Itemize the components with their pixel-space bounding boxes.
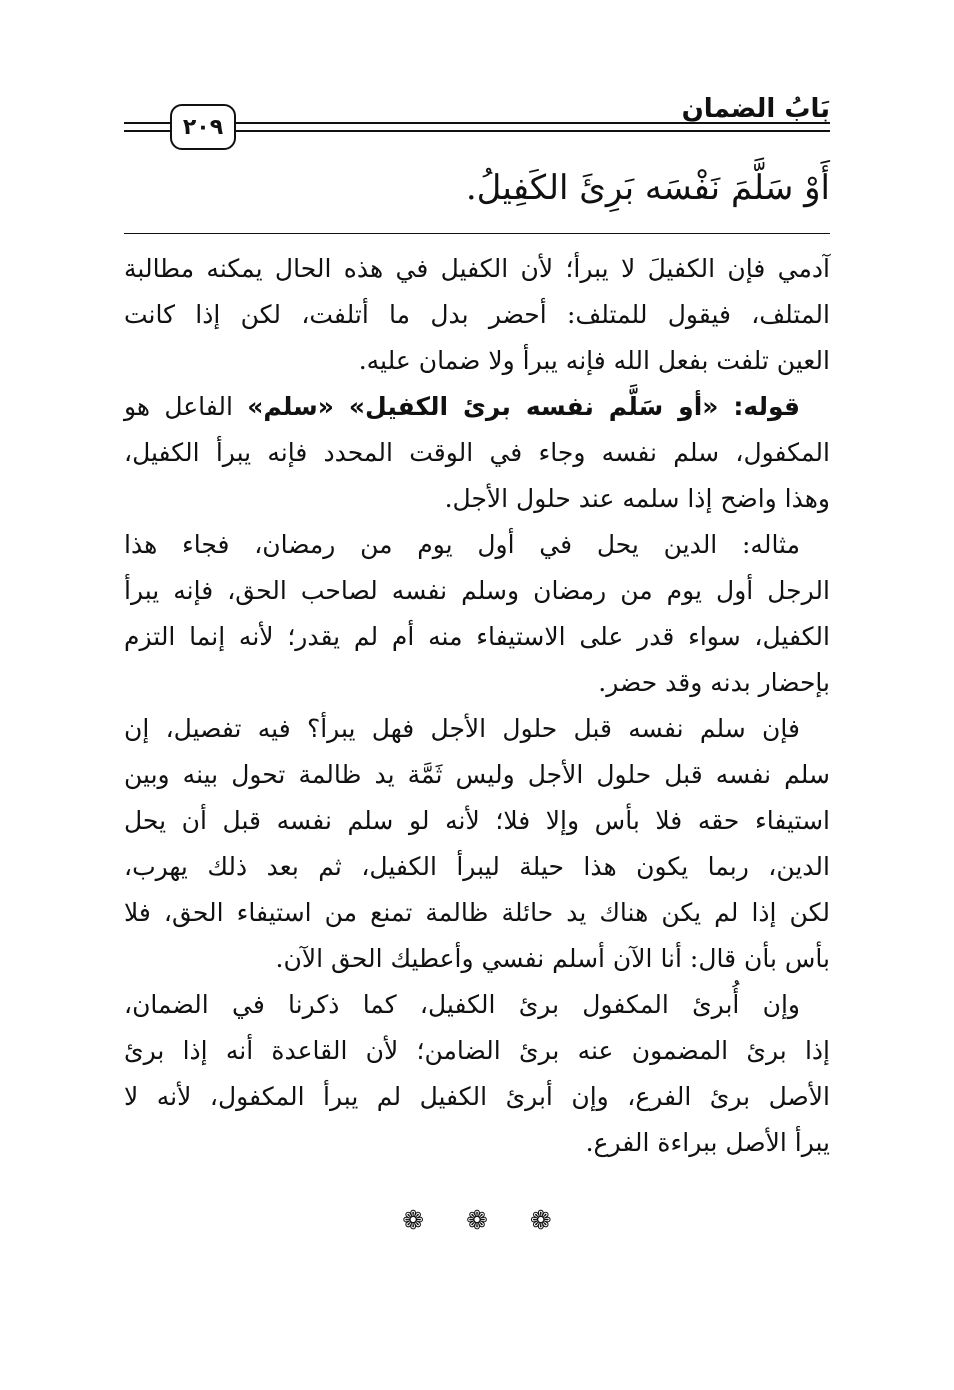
paragraph-5	[124, 982, 830, 1166]
flower-ornament-icon: ❁	[466, 1206, 488, 1236]
flower-ornament-icon: ❁	[402, 1206, 425, 1236]
text-line: سلم نفسه قبل حلول الأجل وليس ثَمَّة يد ظالمة تحول بينه وبين	[124, 760, 830, 789]
text-line: فإن سلم نفسه قبل حلول الأجل فهل يبرأ؟ فيه تفصيل، إن	[124, 714, 800, 743]
paragraph-3	[124, 522, 830, 706]
flower-ornament-icon: ❁	[529, 1206, 552, 1236]
page-number: ٢٠٩	[170, 104, 236, 150]
header-rule-double	[232, 130, 830, 132]
commentary-body	[124, 246, 830, 1166]
text-line: المكفول، سلم نفسه وجاء في الوقت المحدد فإنه يبرأ الكفيل،	[124, 438, 830, 467]
paragraph-2	[124, 384, 830, 522]
chapter-title: بَابُ الضمان	[681, 94, 830, 124]
text-line	[124, 384, 830, 430]
text-line: وإن أُبرئ المكفول برئ الكفيل، كما ذكرنا في الضمان،	[124, 990, 800, 1019]
text-line: وهذا واضح إذا سلمه عند حلول الأجل.	[444, 484, 830, 513]
header-rule	[232, 122, 830, 124]
text-line: بأس بأن قال: أنا الآن أسلم نفسي وأعطيك الحق الآن.	[275, 944, 830, 973]
header-rule-left	[124, 122, 170, 124]
text-line: استيفاء حقه فلا بأس وإلا فلا؛ لأنه لو سلم نفسه قبل أن يحل	[124, 806, 830, 835]
text-line: الكفيل، سواء قدر على الاستيفاء منه أم لم يقدر؛ لأنه إنما التزم	[124, 622, 830, 651]
text-line: الرجل أول يوم من رمضان وسلم نفسه لصاحب الحق، فإنه يبرأ	[124, 576, 830, 605]
text-line: مثاله: الدين يحل في أول يوم من رمضان، فجاء هذا	[124, 530, 800, 559]
text-line: المتلف، فيقول للمتلف: أحضر بدل ما أتلفت، لكن إذا كانت	[124, 300, 830, 329]
text-line: يبرأ الأصل ببراءة الفرع.	[585, 1128, 830, 1157]
text-line: العين تلفت بفعل الله فإنه يبرأ ولا ضمان عليه.	[358, 346, 830, 375]
text-line: الدين، ربما يكون هذا حيلة ليبرأ الكفيل، ثم بعد ذلك يهرب،	[124, 852, 830, 881]
section-end-ornaments	[0, 1206, 954, 1236]
text-fragment: الفاعل هو	[124, 392, 248, 421]
text-line: الأصل برئ الفرع، وإن أبرئ الكفيل لم يبرأ المكفول، لأنه لا	[124, 1082, 830, 1111]
text-line: آدمي فإن الكفيلَ لا يبرأ؛ لأن الكفيل في هذه الحال يمكنه مطالبة	[124, 254, 830, 283]
text-line: بإحضار بدنه وقد حضر.	[598, 668, 830, 697]
header-rule-left-double	[124, 130, 170, 132]
paragraph-1	[124, 246, 830, 384]
text-line: إذا برئ المضمون عنه برئ الضامن؛ لأن القاعدة أنه إذا برئ	[124, 1036, 830, 1065]
text-line: لكن إذا لم يكن هناك يد حائلة ظالمة تمنع من استيفاء الحق، فلا	[124, 898, 830, 927]
quoted-matn: قوله: «أو سَلَّم نفسه برئ الكفيل» «سلم»	[247, 392, 800, 421]
matn-separator	[124, 233, 830, 234]
paragraph-4	[124, 706, 830, 982]
matn-text: أَوْ سَلَّمَ نَفْسَه بَرِئَ الكَفِيلُ.	[465, 168, 830, 208]
